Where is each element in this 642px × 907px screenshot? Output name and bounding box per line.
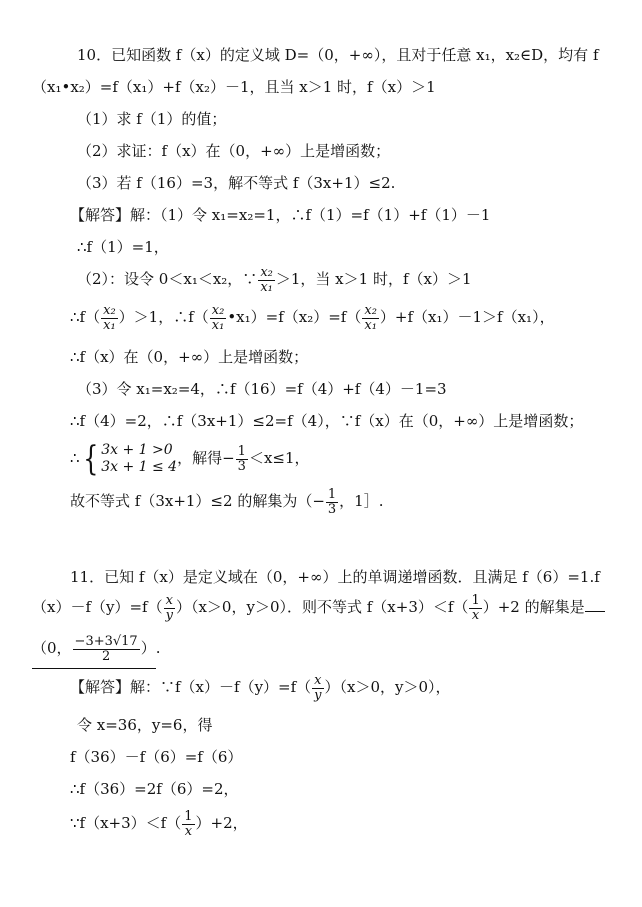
fraction-numerator: 1 (184, 808, 193, 824)
fraction-denominator: 2 (101, 648, 111, 664)
text-segment: 【解答】解：∵f（x）－f（y）=f（ (70, 678, 312, 696)
fraction-denominator: y (314, 687, 322, 703)
text-segment: •x₁）=f（x₂）=f（ (227, 308, 362, 326)
fraction-denominator: x (471, 607, 480, 623)
fraction-numerator: x₂ (364, 302, 377, 318)
p10-answer-line-5: ∴f（x）在（0，+∞）上是增函数； (70, 348, 309, 366)
text-segment: ＜x≤1， (248, 449, 310, 467)
fraction-x2-over-x1 (362, 304, 379, 333)
text-segment: ，解得− (177, 449, 235, 467)
p10-question-1: （1）求 f（1）的值； (77, 110, 227, 128)
inequality-system (80, 439, 178, 479)
fraction-x-over-y (164, 594, 175, 623)
fraction-one-over-x (469, 594, 481, 623)
fraction-denominator: x (184, 823, 193, 839)
p11-answer-line-5 (70, 806, 248, 840)
fraction-answer (73, 635, 140, 664)
p10-line-2: （x₁•x₂）=f（x₁）+f（x₂）－1，且当 x＞1 时，f（x）＞1 (32, 78, 436, 96)
fraction-numerator: x (165, 592, 173, 608)
p10-question-2: （2）求证：f（x）在（0，+∞）上是增函数； (77, 142, 391, 160)
text-segment: （0， (32, 639, 72, 657)
answer-underlined (32, 628, 156, 669)
p11-answer-line-1 (70, 670, 451, 704)
fraction-numerator: x₂ (260, 264, 273, 280)
fraction-x2-over-x1 (101, 304, 118, 333)
p10-line-1: 10．已知函数 f（x）的定义域 D=（0，+∞），且对于任意 x₁，x₂∈D，均有 f (77, 46, 599, 64)
p10-answer-line-7: ∴f（4）=2，∴f（3x+1）≤2=f（4），∵f（x）在（0，+∞）上是增函数； (70, 412, 584, 430)
text-segment: ）+2 的解集是 (482, 598, 585, 616)
system-lines (101, 442, 177, 476)
p10-answer-line-6: （3）令 x₁=x₂=4，∴f（16）=f（4）+f（4）－1=3 (77, 380, 447, 398)
fraction-denominator: x₁ (364, 317, 377, 333)
p11-line-1: 11．已知 f（x）是定义域在（0，+∞）上的单调递增函数．且满足 f（6）=1.f (70, 568, 600, 586)
text-segment: 故不等式 f（3x+1）≤2 的解集为（− (70, 492, 325, 510)
text-segment: ）+2， (195, 814, 248, 832)
fraction-numerator: 1 (237, 443, 246, 459)
fraction-denominator: x₁ (211, 317, 225, 333)
p10-answer-line-4 (70, 300, 555, 334)
text-segment: ∴f（ (70, 308, 101, 326)
fraction-numerator: 1 (327, 486, 337, 502)
fraction-one-third (326, 488, 338, 517)
fraction-denominator: y (165, 607, 173, 623)
fraction-x2-over-x1 (210, 304, 227, 333)
text-segment: （x）－f（y）=f（ (32, 598, 163, 616)
system-line-2: 3x + 1 ≤ 4 (101, 459, 178, 475)
fraction-denominator: x₁ (260, 279, 273, 295)
fraction-x-over-y (312, 674, 323, 703)
text-segment: ∴ (70, 449, 80, 467)
p10-question-3: （3）若 f（16）=3，解不等式 f（3x+1）≤2. (77, 174, 396, 192)
fraction-numerator: 1 (471, 592, 480, 608)
p11-line-3 (32, 628, 161, 669)
text-segment: ，1］. (339, 492, 384, 510)
text-segment: ＞1，当 x＞1 时，f（x）＞1 (275, 270, 472, 288)
brace-glyph: { (82, 439, 98, 479)
fraction-numerator: x (314, 672, 322, 688)
p10-answer-line-9 (70, 484, 383, 518)
p10-answer-line-2: ∴f（1）=1， (77, 238, 169, 256)
text-segment: ） (140, 639, 156, 657)
p11-line-2 (32, 590, 605, 624)
text-segment: . (155, 639, 161, 657)
p10-answer-line-1: 【解答】解：（1）令 x₁=x₂=1，∴f（1）=f（1）+f（1）－1 (70, 206, 491, 224)
text-segment: ）＞1，∴f（ (118, 308, 209, 326)
fraction-numerator: x₂ (103, 302, 116, 318)
text-segment: ∵f（x+3）＜f（ (70, 814, 182, 832)
answer-blank-line (585, 597, 605, 612)
text-segment: ）（x＞0，y＞0）．则不等式 f（x+3）＜f（ (175, 598, 469, 616)
p11-answer-line-4: ∴f（36）=2f（6）=2， (70, 780, 239, 798)
fraction-denominator: 3 (237, 458, 246, 474)
p10-answer-line-3 (77, 262, 472, 296)
text-segment: ）（x＞0，y＞0）， (324, 678, 451, 696)
p11-answer-line-2: 令 x=36，y=6，得 (77, 716, 213, 734)
fraction-one-over-x (182, 810, 194, 839)
system-line-1: 3x + 1 >0 (101, 442, 173, 458)
fraction-x2-over-x1 (258, 266, 275, 295)
text-segment: ）+f（x₁）－1＞f（x₁）， (379, 308, 555, 326)
fraction-denominator: 3 (327, 501, 337, 517)
fraction-numerator: x₂ (211, 302, 225, 318)
text-segment: （2）：设令 0＜x₁＜x₂，∵ (77, 270, 258, 288)
fraction-numerator: −3+3√17 (74, 633, 138, 649)
fraction-one-third (236, 445, 248, 474)
p11-answer-line-3: f（36）－f（6）=f（6） (70, 748, 243, 766)
fraction-denominator: x₁ (103, 317, 116, 333)
p10-answer-line-8 (70, 438, 310, 478)
